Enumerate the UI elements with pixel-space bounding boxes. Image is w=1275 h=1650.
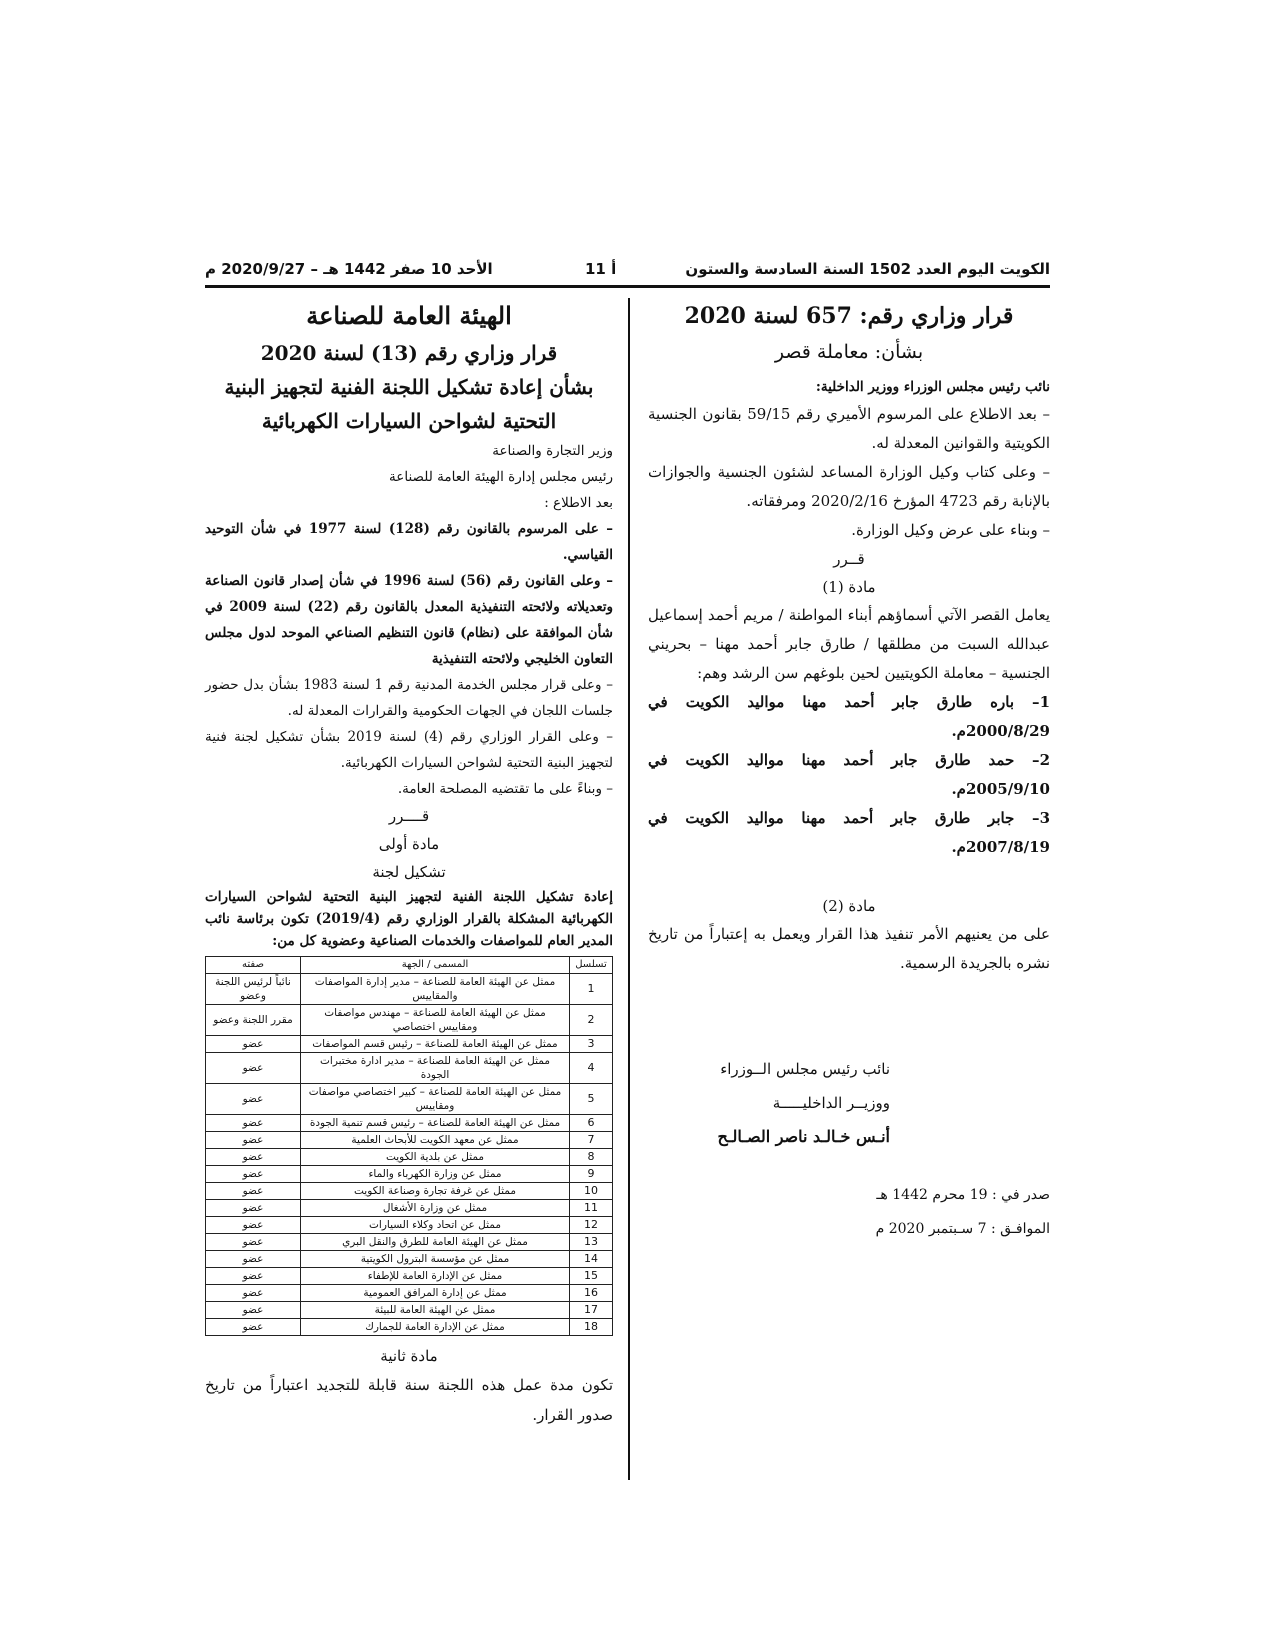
issuer-minister: وزير التجارة والصناعة [492,443,613,459]
col-header-title: المسمى / الجهة [301,957,570,974]
table-row [206,974,613,1005]
table-row [206,1149,613,1166]
cell-role: عضو [206,1234,301,1251]
cell-role: عضو [206,1166,301,1183]
cell-role: عضو [206,1183,301,1200]
preamble-1: – على المرسوم بالقانون رقم (128) لسنة 1977 في شأن التوحيد القياسي. [205,521,613,563]
signatory-name: أنـس خـالـد ناصر الصـالـح [717,1127,890,1146]
table-row [206,1302,613,1319]
issuer-chairman: رئيس مجلس إدارة الهيئة العامة للصناعة [389,469,613,485]
cell-serial: 8 [570,1149,613,1166]
cell-title: ممثل عن بلدية الكويت [301,1149,570,1166]
cell-serial: 11 [570,1200,613,1217]
cell-title: ممثل عن الإدارة العامة للإطفاء [301,1268,570,1285]
cell-title: ممثل عن مؤسسة البترول الكويتية [301,1251,570,1268]
decree-13-subject-1: بشأن إعادة تشكيل اللجنة الفنية لتجهيز البنية [224,375,594,399]
cell-serial: 12 [570,1217,613,1234]
cell-title: ممثل عن الهيئة العامة للصناعة – رئيس قسم المواصفات [301,1036,570,1053]
cell-serial: 6 [570,1115,613,1132]
table-row [206,1183,613,1200]
table-row [206,1251,613,1268]
cell-serial: 16 [570,1285,613,1302]
cell-role: عضو [206,1217,301,1234]
cell-serial: 1 [570,974,613,1005]
preamble-3: – وعلى قرار مجلس الخدمة المدنية رقم 1 لسنة 1983 بشأن بدل حضور جلسات اللجان في الجهات الحكومية والقرارات المعدلة له. [205,677,613,719]
table-row [206,1268,613,1285]
decree-subject: بشأن: معاملة قصر [774,341,924,363]
issued-date: صدر في : 19 محرم 1442 هـ [876,1187,1050,1203]
cell-role: عضو [206,1084,301,1115]
signature-block [648,1052,1050,1154]
cell-role: عضو [206,1200,301,1217]
decree-13-title: قرار وزاري رقم (13) لسنة 2020 [260,341,558,365]
cell-serial: 5 [570,1084,613,1115]
cell-serial: 13 [570,1234,613,1251]
cell-role: عضو [206,1268,301,1285]
cell-title: ممثل عن الهيئة العامة للبيئة [301,1302,570,1319]
signatory-title-1: نائب رئيس مجلس الــوزراء [720,1060,890,1078]
issue-dates [648,1178,1050,1246]
decree-issuer: نائب رئيس مجلس الوزراء ووزير الداخلية: [815,379,1050,395]
article-1-text: إعادة تشكيل اللجنة الفنية لتجهيز البنية التحتية لشواحن السيارات الكهربائية المشكلة بالقرار الوزاري رقم (2019/4) تكون برئاسة نائب المدير العام للمواصفات والخدمات الصناعية وعضوية كل من: [205,889,613,949]
cell-title: ممثل عن اتحاد وكلاء السيارات [301,1217,570,1234]
decree-article-2: مادة (2) [822,897,876,915]
cell-title: ممثل عن الإدارة العامة للجمارك [301,1319,570,1336]
decree-decided: قــرر [833,550,865,568]
cell-serial: 4 [570,1053,613,1084]
decree-13-subject-2: التحتية لشواحن السيارات الكهربائية [261,409,557,433]
cell-role: عضو [206,1319,301,1336]
cell-role: عضو [206,1149,301,1166]
table-row [206,1319,613,1336]
committee-table [205,956,613,1336]
article-1-subheading: تشكيل لجنة [372,863,446,881]
cell-serial: 17 [570,1302,613,1319]
table-row [206,1200,613,1217]
cell-title: ممثل عن الهيئة العامة للطرق والنقل البري [301,1234,570,1251]
table-row [206,1217,613,1234]
decree-article-1: مادة (1) [822,578,876,596]
table-row [206,1132,613,1149]
minor-3: 3– جابر طارق جابر أحمد مهنا مواليد الكويت في 2007/8/19م. [648,809,1050,856]
header-rule [205,285,1050,288]
cell-role: عضو [206,1251,301,1268]
cell-role: عضو [206,1115,301,1132]
header-issue: الكويت اليوم العدد 1502 السنة السادسة والستون [685,260,1050,278]
cell-serial: 9 [570,1166,613,1183]
column-divider [628,298,630,1480]
table-row [206,1036,613,1053]
cell-title: ممثل عن معهد الكويت للأبحاث العلمية [301,1132,570,1149]
cell-title: ممثل عن الهيئة العامة للصناعة – كبير اختصاصي مواصفات ومقاييس [301,1084,570,1115]
signatory-title-2: ووزيــر الداخليـــــة [772,1094,890,1112]
cell-serial: 2 [570,1005,613,1036]
cell-title: ممثل عن غرفة تجارة وصناعة الكويت [301,1183,570,1200]
cell-serial: 10 [570,1183,613,1200]
authority-name: الهيئة العامة للصناعة [306,301,512,330]
table-row [206,1005,613,1036]
cell-title: ممثل عن وزارة الكهرباء والماء [301,1166,570,1183]
table-row [206,1053,613,1084]
cell-title: ممثل عن الهيئة العامة للصناعة – مدير إدارة المواصفات والمقاييس [301,974,570,1005]
cell-title: ممثل عن وزارة الأشغال [301,1200,570,1217]
decree-article-2-text: على من يعنيهم الأمر تنفيذ هذا القرار ويعمل به إعتباراً من تاريخ نشره بالجريدة الرسمية. [648,925,1050,972]
minor-1: 1– باره طارق جابر أحمد مهنا مواليد الكويت في 2000/8/29م. [648,693,1050,740]
table-row [206,1166,613,1183]
article-2-text: تكون مدة عمل هذه اللجنة سنة قابلة للتجديد اعتباراً من تاريخ صدور القرار. [205,1376,613,1424]
cell-title: ممثل عن الهيئة العامة للصناعة – رئيس قسم تنمية الجودة [301,1115,570,1132]
cell-title: ممثل عن الهيئة العامة للصناعة – مدير ادارة مختبرات الجودة [301,1053,570,1084]
cell-serial: 7 [570,1132,613,1149]
table-row [206,1115,613,1132]
cell-serial: 14 [570,1251,613,1268]
decree-article-1-text: يعامل القصر الآتي أسماؤهم أبناء المواطنة / مريم أحمد إسماعيل عبدالله السبت من مطلقها / طارق جابر أحمد مهنا – بحريني الجنسية – معاملة الكويتيين لحين بلوغهم سن الرشد وهم: [648,606,1050,682]
cell-serial: 3 [570,1036,613,1053]
cell-role: عضو [206,1053,301,1084]
preamble-5: – وبناءً على ما تقتضيه المصلحة العامة. [397,781,613,797]
cell-role: نائباً لرئيس اللجنة وعضو [206,974,301,1005]
decree-657-column [648,296,1050,1246]
table-row [206,1234,613,1251]
cell-serial: 18 [570,1319,613,1336]
cell-role: عضو [206,1285,301,1302]
col-header-role: صفته [206,957,301,974]
cell-role: مقرر اللجنة وعضو [206,1005,301,1036]
corresponding-date: الموافـق : 7 سـبتمبر 2020 م [875,1221,1050,1237]
preamble-4: – وعلى القرار الوزاري رقم (4) لسنة 2019 بشأن تشكيل لجنة فنية لتجهيز البنية التحتية لشواحن السيارات الكهربائية. [205,729,613,771]
article-2-heading: مادة ثانية [380,1347,438,1365]
header-date: الأحد 10 صفر 1442 هـ – 2020/9/27 م [205,260,493,278]
decided: قــــرر [388,807,430,825]
page-header [205,258,1050,284]
cell-role: عضو [206,1302,301,1319]
cell-title: ممثل عن الهيئة العامة للصناعة – مهندس مواصفات ومقاييس اختصاصي [301,1005,570,1036]
minor-2: 2– حمد طارق جابر أحمد مهنا مواليد الكويت في 2005/9/10م. [648,751,1050,798]
table-header-row [206,957,613,974]
col-header-serial: تسلسل [570,957,613,974]
decree-13-column [205,296,613,1430]
table-row [206,1285,613,1302]
preamble-2: – وعلى القانون رقم (56) لسنة 1996 في شأن إصدار قانون الصناعة وتعديلاته ولائحته التنفيذية المعدل بالقانون رقم (22) لسنة 2009 في شأن الموافقة على (نظام) قانون التنظيم الصناعي الموحد لدول مجلس التعاون الخليجي ولائحته التنفيذية [205,573,614,667]
decree-preamble-1: – بعد الاطلاع على المرسوم الأميري رقم 59/15 بقانون الجنسية الكويتية والقوانين المعدلة له. [648,405,1050,452]
cell-role: عضو [206,1036,301,1053]
decree-preamble-3: – وبناء على عرض وكيل الوزارة. [851,521,1050,539]
cell-serial: 15 [570,1268,613,1285]
cell-title: ممثل عن إدارة المرافق العمومية [301,1285,570,1302]
table-row [206,1084,613,1115]
after-review: بعد الاطلاع : [544,495,613,511]
decree-title: قرار وزاري رقم: 657 لسنة 2020 [684,303,1014,329]
decree-preamble-2: – وعلى كتاب وكيل الوزارة المساعد لشئون الجنسية والجوازات بالإنابة رقم 4723 المؤرخ 2020/2/16 ومرفقاته. [648,463,1050,510]
header-page-number: أ 11 [585,260,617,278]
cell-role: عضو [206,1132,301,1149]
article-1-heading: مادة أولى [378,835,440,853]
